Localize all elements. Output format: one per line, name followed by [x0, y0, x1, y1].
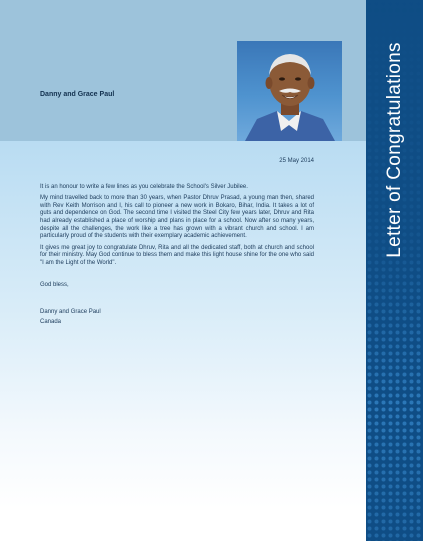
letter-date: 25 May 2014 [279, 158, 314, 164]
side-title: Letter of Congratulations [383, 42, 405, 258]
signature-name: Danny and Grace Paul [40, 309, 101, 316]
side-band [366, 0, 423, 541]
letter-paragraph: My mind travelled back to more than 30 years, when Pastor Dhruv Prasad, a young man then, shared with Rev Keith Morrison and I, his call to pioneer a new work in Bokaro, Bihar, India. It takes a lot of guts and dependence on God. The second time I visited the Steel City few years later, Dhruv and Rita had already established a place of worship and plans in place for a school. Now after so many years, despite all the challenges, the work like a tree has grown with a vibrant church and school. I am particularly proud of the students with their exemplary academic achievement. [40, 195, 314, 240]
letter-paragraph: It is an honour to write a few lines as you celebrate the School's Silver Jubilee. [40, 183, 248, 190]
header-name: Danny and Grace Paul [40, 91, 115, 98]
signature-location: Canada [40, 318, 62, 325]
portrait-illustration [237, 41, 342, 141]
letter-paragraph: It gives me great joy to congratulate Dhruv, Rita and all the dedicated staff, both at church and school for their ministry. May God continue to bless them and make this light house shine for the one who said "I am the Light of the World". [40, 244, 314, 266]
letter-body [40, 158, 314, 326]
portrait-photo [237, 41, 342, 141]
letter-closing: God bless, [40, 281, 69, 288]
